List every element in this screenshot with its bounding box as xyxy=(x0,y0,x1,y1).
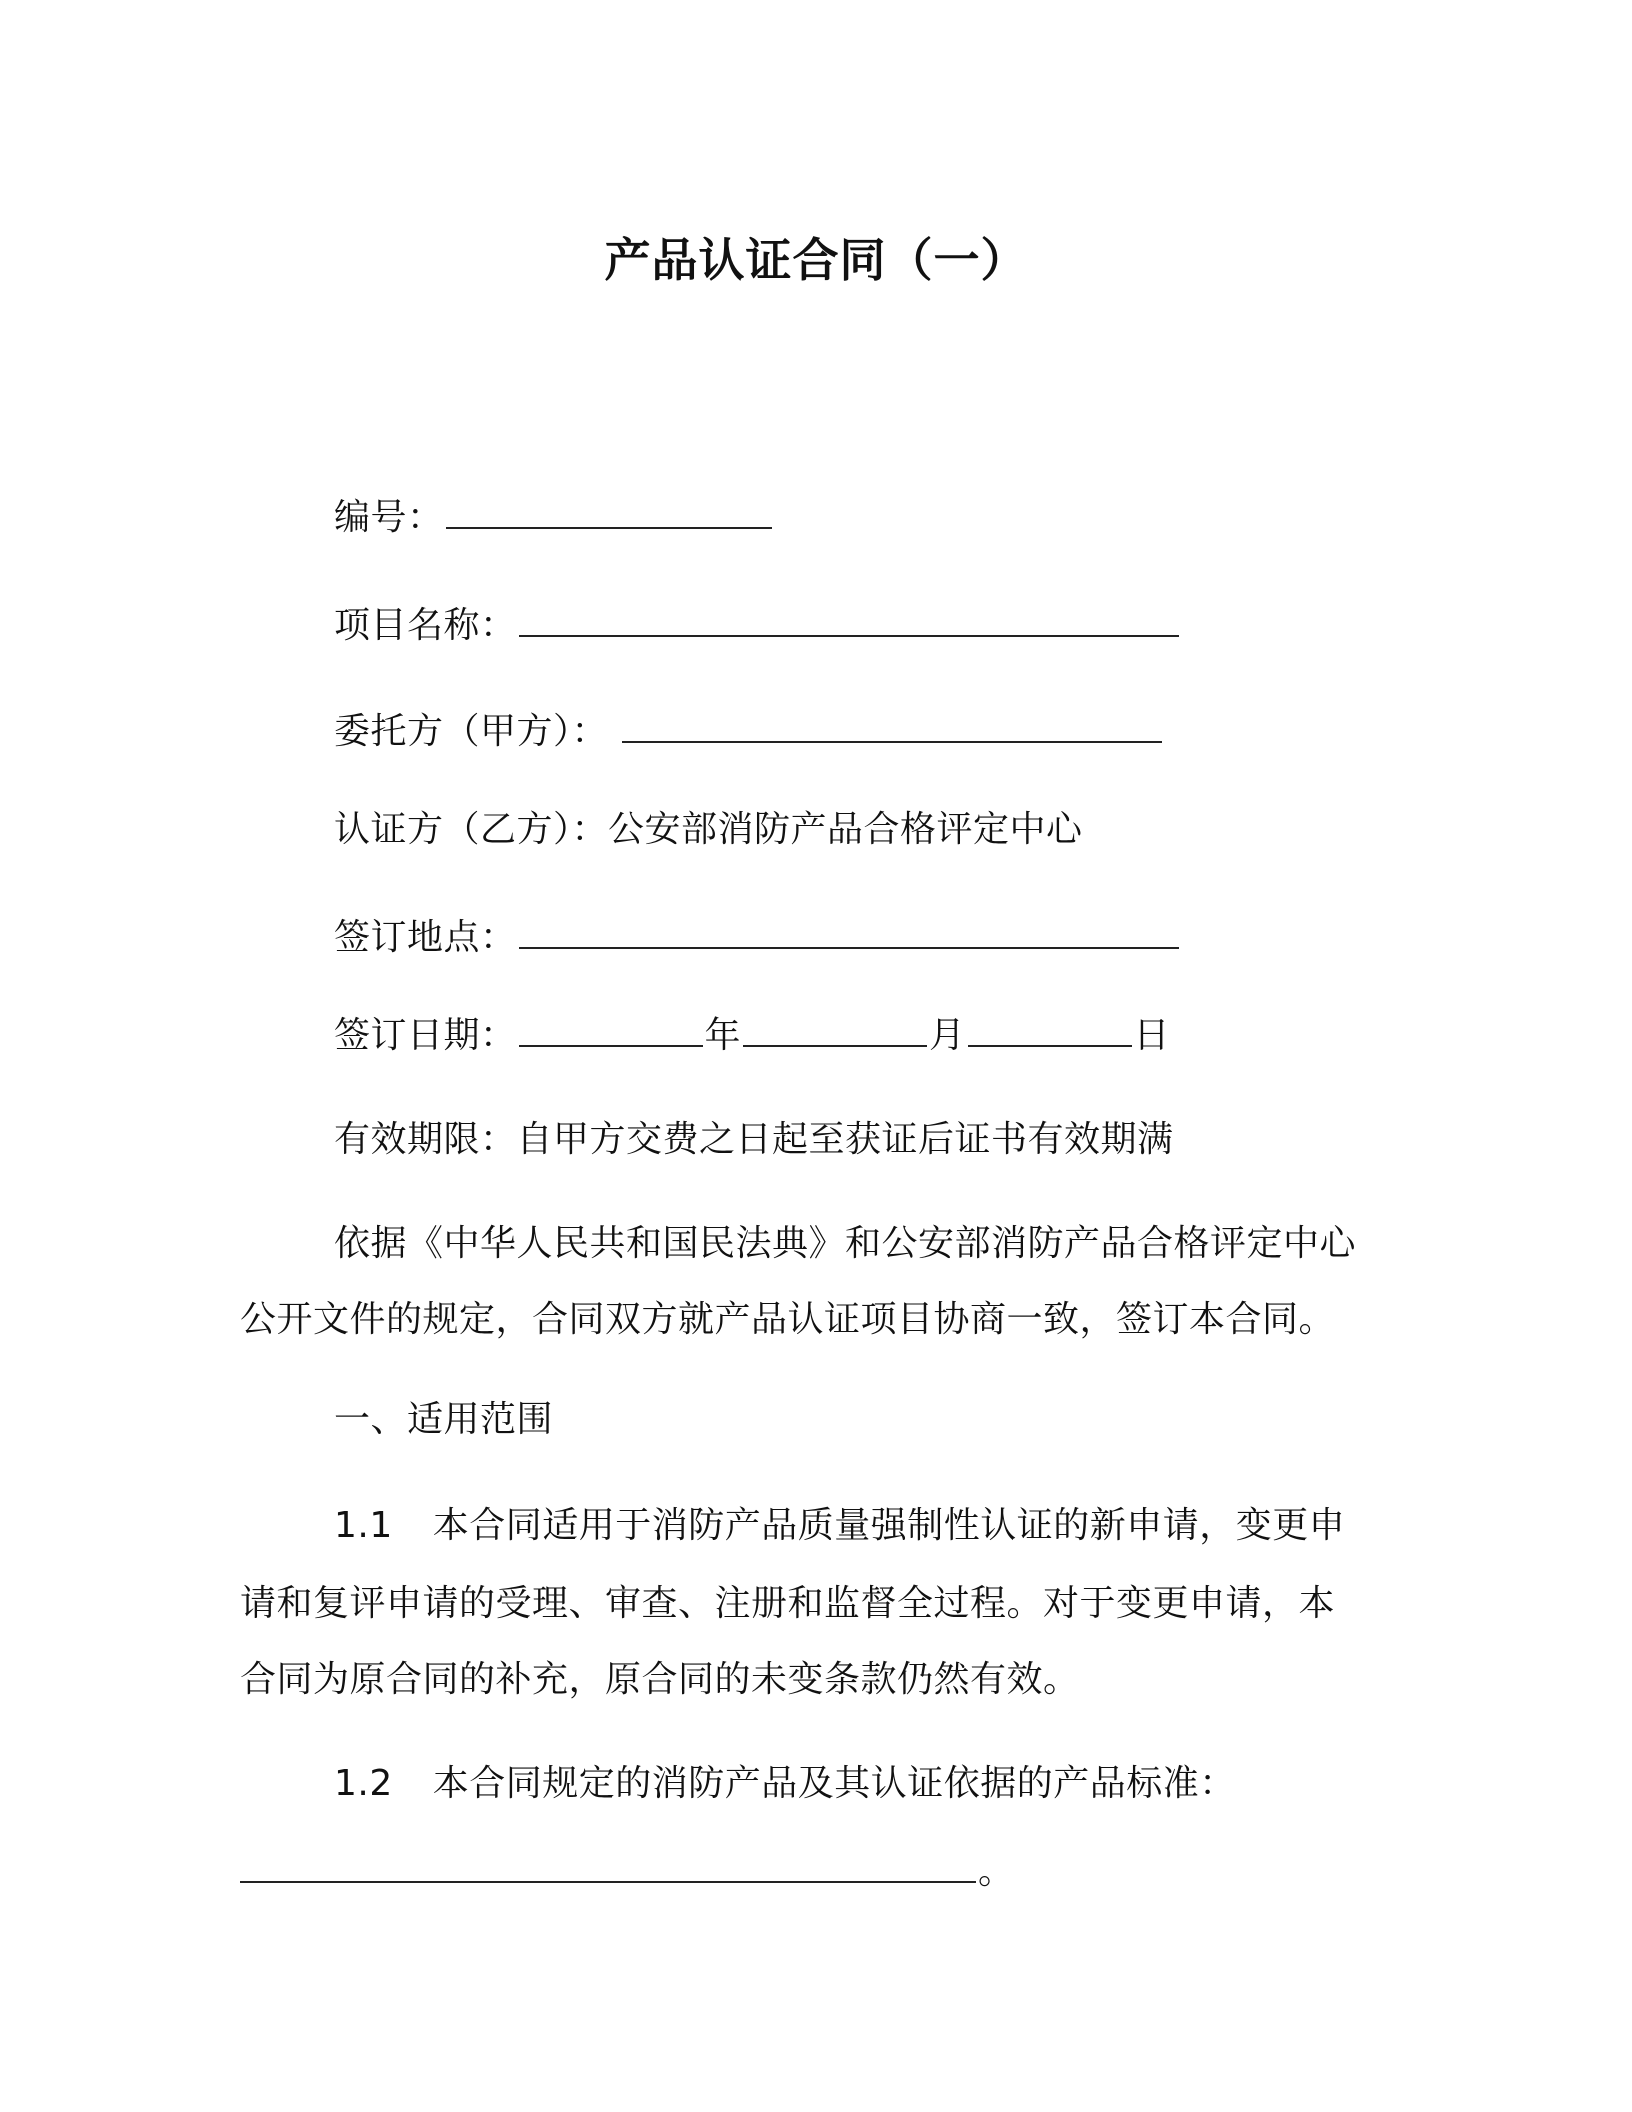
month-blank[interactable] xyxy=(743,1015,927,1047)
section-1-heading: 一、适用范围 xyxy=(334,1399,554,1440)
day-label: 日 xyxy=(1133,1015,1171,1056)
clause-1-2-end-mark: 。 xyxy=(978,1851,1015,1892)
project-name-label: 项目名称： xyxy=(334,605,517,646)
signing-date-field xyxy=(334,1014,1170,1058)
clause-1-1-line-1 xyxy=(334,1504,1345,1548)
client-blank[interactable] xyxy=(622,711,1162,743)
client-label: 委托方（甲方）： xyxy=(334,711,609,752)
preamble-line-1: 依据《中华人民共和国民法典》和公安部消防产品合格评定中心 xyxy=(334,1223,1357,1264)
certifier-value: 公安部消防产品合格评定中心 xyxy=(608,809,1083,850)
project-name-field xyxy=(334,604,1181,648)
validity-field xyxy=(334,1118,1174,1162)
number-label: 编号： xyxy=(334,497,444,538)
number-field xyxy=(334,496,774,540)
product-standard-blank[interactable] xyxy=(240,1851,976,1883)
clause-1-2-number: 1.2 xyxy=(334,1763,393,1804)
signing-date-label: 签订日期： xyxy=(334,1015,517,1056)
clause-1-2-line-2 xyxy=(240,1850,1015,1894)
number-blank[interactable] xyxy=(446,497,772,529)
validity-value: 自甲方交费之日起至获证后证书有效期满 xyxy=(516,1119,1174,1160)
month-label: 月 xyxy=(929,1015,966,1056)
preamble-line-2: 公开文件的规定，合同双方就产品认证项目协商一致，签订本合同。 xyxy=(240,1299,1336,1340)
signing-place-field xyxy=(334,916,1181,960)
document-title: 产品认证合同（一） xyxy=(604,233,1028,287)
clause-1-1-text-1: 本合同适用于消防产品质量强制性认证的新申请，变更申 xyxy=(432,1505,1346,1546)
certifier-field xyxy=(334,808,1083,852)
signing-place-blank[interactable] xyxy=(519,917,1179,949)
certifier-label: 认证方（乙方）： xyxy=(334,809,609,850)
day-blank[interactable] xyxy=(968,1015,1132,1047)
clause-1-1-line-2: 请和复评申请的受理、审查、注册和监督全过程。对于变更申请，本 xyxy=(240,1583,1336,1624)
clause-1-2-text-1: 本合同规定的消防产品及其认证依据的产品标准： xyxy=(432,1763,1236,1804)
year-label: 年 xyxy=(704,1015,742,1056)
clause-1-1-number: 1.1 xyxy=(334,1505,393,1546)
clause-1-1-line-3: 合同为原合同的补充，原合同的未变条款仍然有效。 xyxy=(240,1659,1080,1700)
clause-1-2-line-1 xyxy=(334,1762,1236,1806)
signing-place-label: 签订地点： xyxy=(334,917,517,958)
project-name-blank[interactable] xyxy=(519,605,1179,637)
client-field xyxy=(334,710,1164,754)
validity-label: 有效期限： xyxy=(334,1119,517,1160)
year-blank[interactable] xyxy=(519,1015,703,1047)
